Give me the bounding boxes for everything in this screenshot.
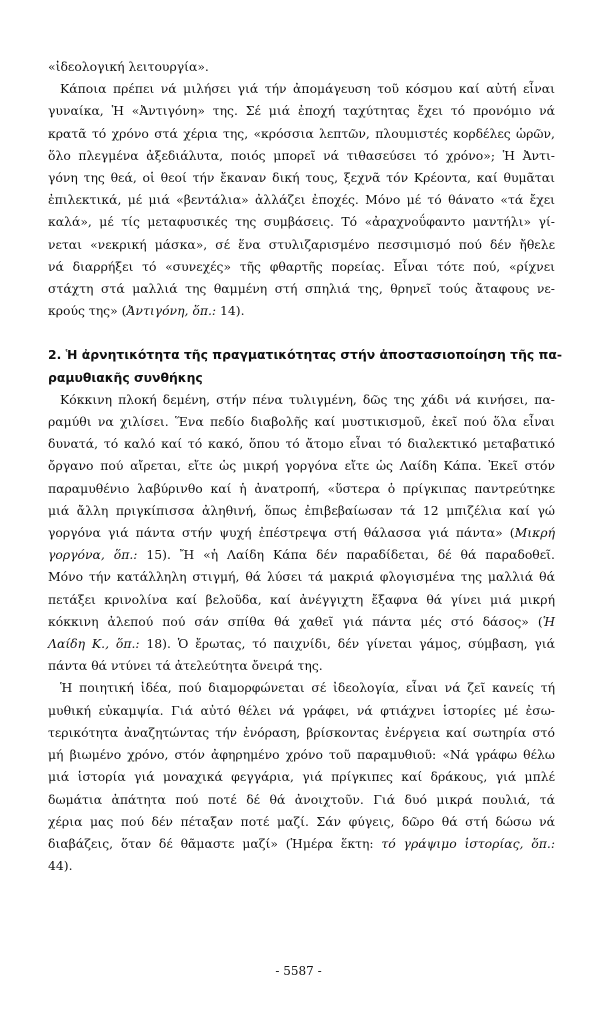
text-line: δωμάτια ἀπάτητα πού ποτέ δέ θά ἀνοιχτοῦν. Γιά δυό μικρά πουλιά, τά <box>48 791 555 807</box>
page-number: - 5587 - <box>275 964 322 978</box>
text-line: ὄργανο πού αἴρεται, εἴτε ὡς μικρή γοργόνα εἴτε ὡς Λαίδη Κάπα. Ἐκεῖ στόν <box>48 458 555 474</box>
text-line: Ἡ ποιητική ἰδέα, πού διαμορφώνεται σέ ἰδεολογία, εἶναι νά ζεῖ κανείς τή <box>60 680 555 696</box>
paragraph-1 <box>48 78 555 322</box>
text-run: γοργόνα γιά πάντα στήν ψυχή ἐπέστρεψα στή θάλασσα γιά πάντα» ( <box>48 525 515 541</box>
text-line: παραμυθένιο λαβύρινθο καί ἡ ἀνατροπή, «ὕστερα ὁ πρίγκιπας παντρεύτηκε <box>48 480 555 496</box>
text-line: ραμύθι να χιλίσει. Ἕνα πεδίο διαβολῆς καί μυστικισμοῦ, ἐκεῖ πού ὅλα εἶναι <box>48 414 555 430</box>
text-line: νεται «νεκρική μάσκα», σέ ἕνα στυλιζαρισμένο πεσσιμισμό πού δέν ἤθελε <box>48 236 555 252</box>
document-page <box>48 56 563 877</box>
text-line: μιά ἱστορία γιά μοναχικά φεγγάρια, γιά πρίγκιπες καί δράκους, γιά μπλέ <box>48 769 555 785</box>
text-line: χέρια μας πού δέν πέταξαν ποτέ μαζί. Σάν φύγεις, δῶρο θά στή δώσω νά <box>48 813 555 829</box>
citation: Ἡ <box>542 613 555 629</box>
text-line: ἐπιλεκτικά, μέ μιά «βεντάλια» ἀλλάζει ἐποχές. Μόνο μέ τό θάνατο «τά ἔχει <box>48 192 555 208</box>
text-line <box>48 300 555 322</box>
text-run: διαβάζεις, ὅταν δέ θᾶμαστε μαζί» (Ἡμέρα ἕκτη: <box>48 835 382 851</box>
text-line <box>48 611 555 633</box>
text-line: πάντα θά ντύνει τά ἀτελεύτητα ὄνειρά της. <box>48 658 323 674</box>
text-line: στάχτη στά μαλλιά της θαμμένη στή σπηλιά της, θρηνεῖ τούς ἄταφους νε- <box>48 281 555 297</box>
text-line: νά διαρρήξει τό «συνεχές» τῆς φθαρτῆς πορείας. Εἶναι τότε πού, «ρίχνει <box>48 258 555 274</box>
text-line: ὅλο πλεγμένα ἀξεδιάλυτα, ποιός μπορεῖ νά τιθασεύσει τό χρόνο»; Ἡ Ἀντι- <box>48 147 555 163</box>
text-line: «ἰδεολογική λειτουργία». <box>48 59 209 74</box>
text-line: Κόκκινη πλοκή δεμένη, στήν πένα τυλιγμένη, δῶς της χάδι νά κινήσει, πα- <box>60 391 555 407</box>
text-line <box>48 544 555 566</box>
heading-line: ραμυθιακῆς συνθήκης <box>48 369 203 385</box>
paragraph-3 <box>48 677 555 877</box>
heading-line: 2. Ἡ ἀρνητικότητα τῆς πραγματικότητας στήν ἀποστασιοποίηση τῆς πα- <box>48 347 563 363</box>
citation: τό γράψιμο ἱστορίας, ὅπ.: <box>381 835 556 851</box>
text-line: Κάποια πρέπει νά μιλήσει γιά τήν ἀπομάγευση τοῦ κόσμου καί αὐτή εἶναι <box>60 81 555 97</box>
text-run: 15). Ἤ «ἡ Λαίδη Κάπα δέν παραδίδεται, δέ θά παραδοθεῖ. <box>137 547 555 563</box>
text-line <box>48 522 555 544</box>
text-line: πετάξει κρινολίνα καί βελοῦδα, καί ἀνέγγιχτη ἔξαφνα θά γίνει μιά μικρή <box>48 591 555 607</box>
text-line: κρατᾶ τό χρόνο στά χέρια της, «κρόσσια λεπτῶν, πλουμιστές κορδέλες ὡρῶν, <box>48 125 555 141</box>
text-line: μιά ἄλλη πριγκίπισσα ἀληθινή, ὅπως ἐπιβεβαίωσαν τά 12 μπιζέλια καί γώ <box>48 502 555 518</box>
text-line <box>48 633 555 655</box>
citation: Λαίδη Κ., ὅπ.: <box>48 636 140 652</box>
citation: Ἀντιγόνη, ὅπ.: <box>126 303 217 319</box>
text-line: τερικότητα ἀναζητώντας τήν ἐνόραση, βρίσκοντας ἐνέργεια καί σωτηρία στό <box>48 724 555 740</box>
text-line: γόνη της θεά, οἱ θεοί τήν ἔκαναν δική τους, ξεχνᾶ τόν Κρέοντα, καί θυμᾶται <box>48 170 555 186</box>
section-heading <box>48 344 563 388</box>
citation: Μικρή <box>514 525 555 541</box>
text-run: 14). <box>216 303 245 319</box>
text-line <box>48 833 555 855</box>
text-line: μή βιωμένο χρόνο, στόν ἀφηρημένο χρόνο τοῦ παραμυθιοῦ: «Νά γράφω θέλω <box>48 747 555 763</box>
text-line: καλά», μέ τίς μεταφυσικές της συμβάσεις. Τό «ἀραχνοΰφαντο μαντήλι» γί- <box>48 214 555 230</box>
citation: γοργόνα, ὅπ.: <box>48 547 138 563</box>
paragraph-2 <box>48 389 555 678</box>
text-line: γυναίκα, Ἡ «Ἀντιγόνη» της. Σέ μιά ἐποχή ταχύτητας ἔχει τό προνόμιο νά <box>48 103 555 119</box>
text-run: κρούς της» ( <box>48 303 127 319</box>
text-run: κόκκινη ἀλεπού πού σάν σπίθα θά χαθεῖ γιά πάντα μές στό δάσος» ( <box>48 613 543 629</box>
text-line: μυθική εὐκαμψία. Γιά αὐτό θέλει νά γράφει, νά φτιάχνει ἱστορίες μέ ἐσω- <box>48 702 555 718</box>
text-line: 44). <box>48 858 73 874</box>
paragraph-0 <box>48 56 555 78</box>
text-line: δυνατά, τό καλό καί τό κακό, ὅπου τό ἄτομο εἶναι τό διαλεκτικό μεταβατικό <box>48 436 555 452</box>
text-line: Μόνο τήν κατάλληλη στιγμή, θά λύσει τά μακριά φλογισμένα της μαλλιά θά <box>48 569 555 585</box>
text-run: 18). Ὁ ἔρωτας, τό παιχνίδι, δέν γίνεται γάμος, σύμβαση, γιά <box>139 636 555 652</box>
